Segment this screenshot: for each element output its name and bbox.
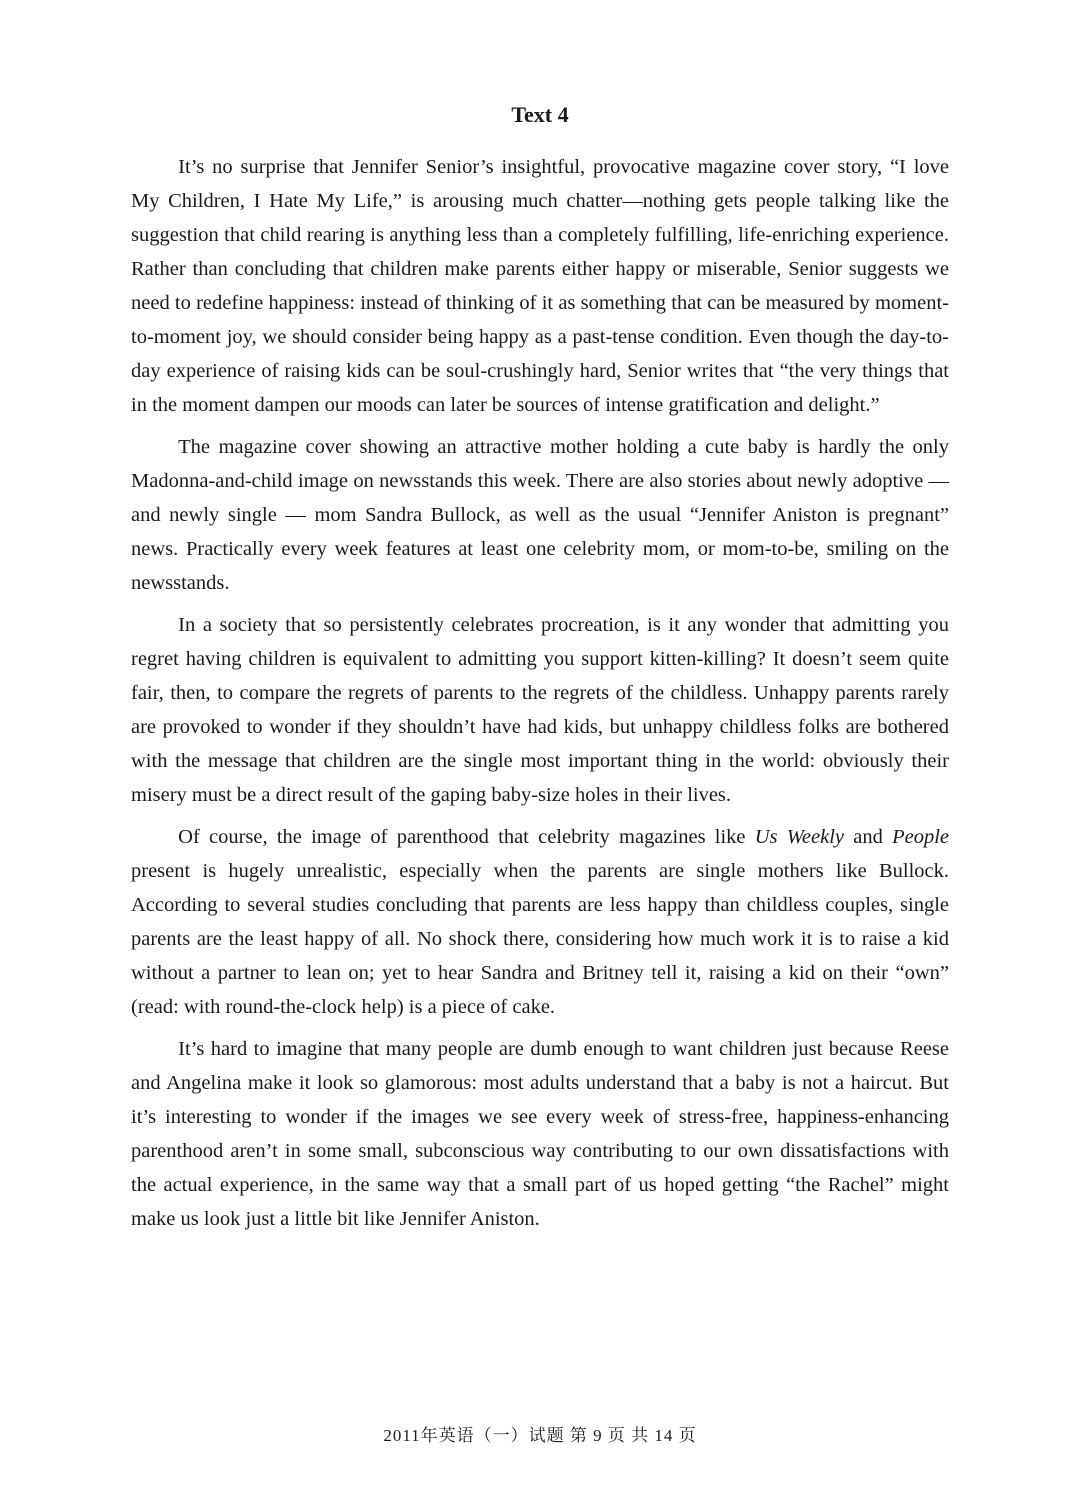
- paragraph-2: [131, 430, 949, 600]
- passage-body: [131, 150, 949, 1244]
- section-title: Text 4: [511, 102, 569, 127]
- paragraph-text: and: [844, 826, 893, 848]
- paragraph-text: In a society that so persistently celebrates procreation, is it any wonder that admitting you regret having children is equivalent to admitting you support kitten-killing? It doesn’t seem quite fair, then, to compare the regrets of parents to the regrets of the childless. Unhappy parents rarely are provoked to wonder if they shouldn’t have had kids, but unhappy childless folks are bothered with the message that children are the single most important thing in the world: obviously their misery must be a direct result of the gaping baby-size holes in their lives.: [131, 614, 949, 806]
- paragraph-text: present is hugely unrealistic, especially when the parents are single mothers like Bullock. According to several studies concluding that parents are less happy than childless couples, single parents are the least happy of all. No shock there, considering how much work it is to raise a kid without a partner to lean on; yet to hear Sandra and Britney tell it, raising a kid on their “own” (read: with round-the-clock help) is a piece of cake.: [131, 860, 949, 1018]
- paragraph-3: [131, 608, 949, 812]
- paragraph-text: Of course, the image of parenthood that celebrity magazines like: [178, 826, 755, 848]
- paragraph-5: [131, 1032, 949, 1236]
- italic-title-text: People: [892, 826, 949, 848]
- page-footer: 2011年英语（一）试题 第 9 页 共 14 页: [383, 1426, 697, 1445]
- paragraph-text: The magazine cover showing an attractive mother holding a cute baby is hardly the only Madonna-and-child image on newsstands this week. There are also stories about newly adoptive — and newly single — mom Sandra Bullock, as well as the usual “Jennifer Aniston is pregnant” news. Practically every week features at least one celebrity mom, or mom-to-be, smiling on the newsstands.: [131, 436, 949, 594]
- paragraph-text: It’s hard to imagine that many people are dumb enough to want children just because Reese and Angelina make it look so glamorous: most adults understand that a baby is not a haircut. But it’s interesting to wonder if the images we see every week of stress-free, happiness-enhancing parenthood aren’t in some small, subconscious way contributing to our own dissatisfactions with the actual experience, in the same way that a small part of us hoped getting “the Rachel” might make us look just a little bit like Jennifer Aniston.: [131, 1038, 949, 1230]
- paragraph-1: [131, 150, 949, 422]
- italic-title-text: Us Weekly: [754, 826, 845, 848]
- paragraph-4: [131, 820, 949, 1024]
- paragraph-text: It’s no surprise that Jennifer Senior’s insightful, provocative magazine cover story, “I love My Children, I Hate My Life,” is arousing much chatter—nothing gets people talking like the suggestion that child rearing is anything less than a completely fulfilling, life-enriching experience. Rather than concluding that children make parents either happy or miserable, Senior suggests we need to redefine happiness: instead of thinking of it as something that can be measured by moment-to-moment joy, we should consider being happy as a past-tense condition. Even though the day-to-day experience of raising kids can be soul-crushingly hard, Senior writes that “the very things that in the moment dampen our moods can later be sources of intense gratification and delight.”: [131, 156, 949, 416]
